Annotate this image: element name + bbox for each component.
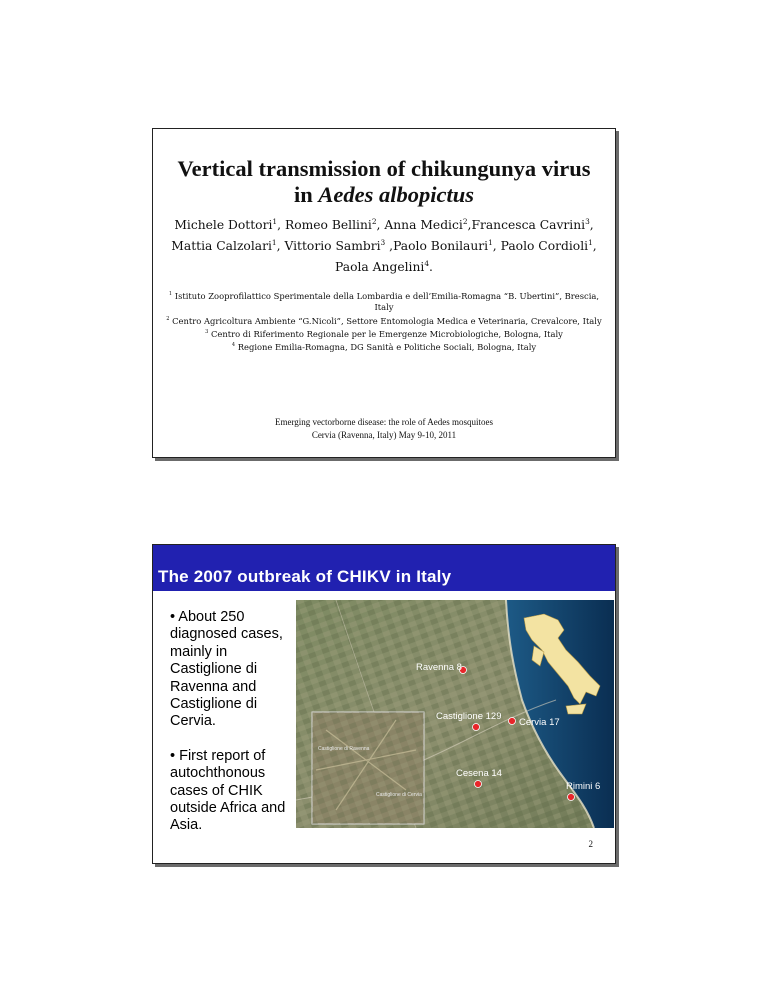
bullet-item: • About 250 diagnosed cases, mainly in Castiglione di Ravenna and Castiglione di Cervia.	[170, 609, 283, 730]
event-info	[153, 416, 615, 442]
aerial-inset-photo	[312, 712, 424, 824]
affiliation-item: $^1$ Istituto Zooprofilattico Sperimentale della Lombardia e dell’Emilia-Romagna “B. Ubertini”, Brescia, Italy	[168, 290, 600, 313]
slide-title: The 2007 outbreak of CHIKV in Italy	[158, 567, 452, 586]
map-label: Rimini 6	[566, 781, 601, 792]
author-name: Michele Dottori	[174, 218, 273, 233]
event-name: Emerging vectorborne disease: the role of Aedes mosquitoes	[274, 417, 494, 427]
map-label: Ravenna 8	[416, 662, 462, 673]
title-slide	[152, 128, 616, 458]
inset-label: Castiglione di Cervia	[376, 792, 422, 798]
author-affiliation-number: 1	[271, 238, 277, 248]
outbreak-slide	[152, 544, 616, 864]
satellite-map	[296, 600, 614, 828]
author-name: Paolo Cordioli	[500, 239, 589, 254]
map-label: Cesena 14	[456, 768, 502, 779]
title-banner	[153, 545, 615, 591]
title-line-1: Vertical transmission of chikungunya virus	[177, 156, 591, 181]
author-affiliation-number: 1	[488, 238, 493, 248]
author-affiliation-number: 1	[588, 238, 593, 248]
author-name: Paolo Bonilauri	[393, 239, 489, 254]
author-affiliation-number: 3	[585, 217, 590, 226]
bullet-list	[170, 609, 300, 852]
author-name: Paola Angelini	[335, 260, 425, 275]
page-number: 2	[588, 839, 593, 849]
event-location-date: Cervia (Ravenna, Italy) May 9-10, 2011	[311, 430, 457, 440]
author-name: Mattia Calzolari	[171, 239, 272, 254]
affiliation-item: $^3$ Centro di Riferimento Regionale per le Emergenze Microbiologiche, Bologna, Italy	[205, 328, 563, 339]
affiliations-list	[161, 289, 607, 354]
bullet-item: • First report of autochthonous cases of CHIK outside Africa and Asia.	[170, 747, 286, 834]
author-name: Vittorio Sambri	[284, 239, 381, 254]
author-affiliation-number: 4	[424, 259, 430, 269]
author-name: Romeo Bellini	[284, 218, 372, 233]
affiliation-item: $^4$ Regione Emilia-Romagna, DG Sanità e Politiche Sociali, Bologna, Italy	[231, 342, 537, 353]
author-name: Anna Medici	[384, 218, 463, 233]
map-label: Castiglione 129	[436, 711, 502, 722]
author-list: Michele Dottori$^1$, Romeo Bellini$^2$, Anna Medici$^2$,Francesca Cavrini$^3$, Mattia Calzolari$^1$, Vittorio Sambri$^3$ ,Paolo Bonilauri$^1$, Paolo Cordioli$^1$, Paola Angelini$^4$.	[171, 217, 597, 275]
author-affiliation-number: 1	[272, 217, 278, 226]
affiliation-item: $^2$ Centro Agricoltura Ambiente “G.Nicoli”, Settore Entomologia Medica e Veterinaria, Crevalcore, Italy	[166, 315, 602, 326]
inset-label: Castiglione di Ravenna	[318, 746, 370, 752]
author-name: Francesca Cavrini	[471, 218, 586, 233]
author-affiliation-number: 2	[462, 217, 468, 226]
species-name: Aedes albopictus	[318, 182, 474, 207]
map-graphic	[296, 600, 614, 828]
map-marker-ravenna	[416, 662, 467, 674]
title-line-2: in Aedes albopictus	[293, 182, 474, 207]
author-affiliation-number: 3	[380, 238, 386, 248]
map-label: Cervia 17	[519, 717, 560, 728]
author-affiliation-number: 2	[371, 217, 377, 226]
slide-title	[153, 156, 615, 208]
